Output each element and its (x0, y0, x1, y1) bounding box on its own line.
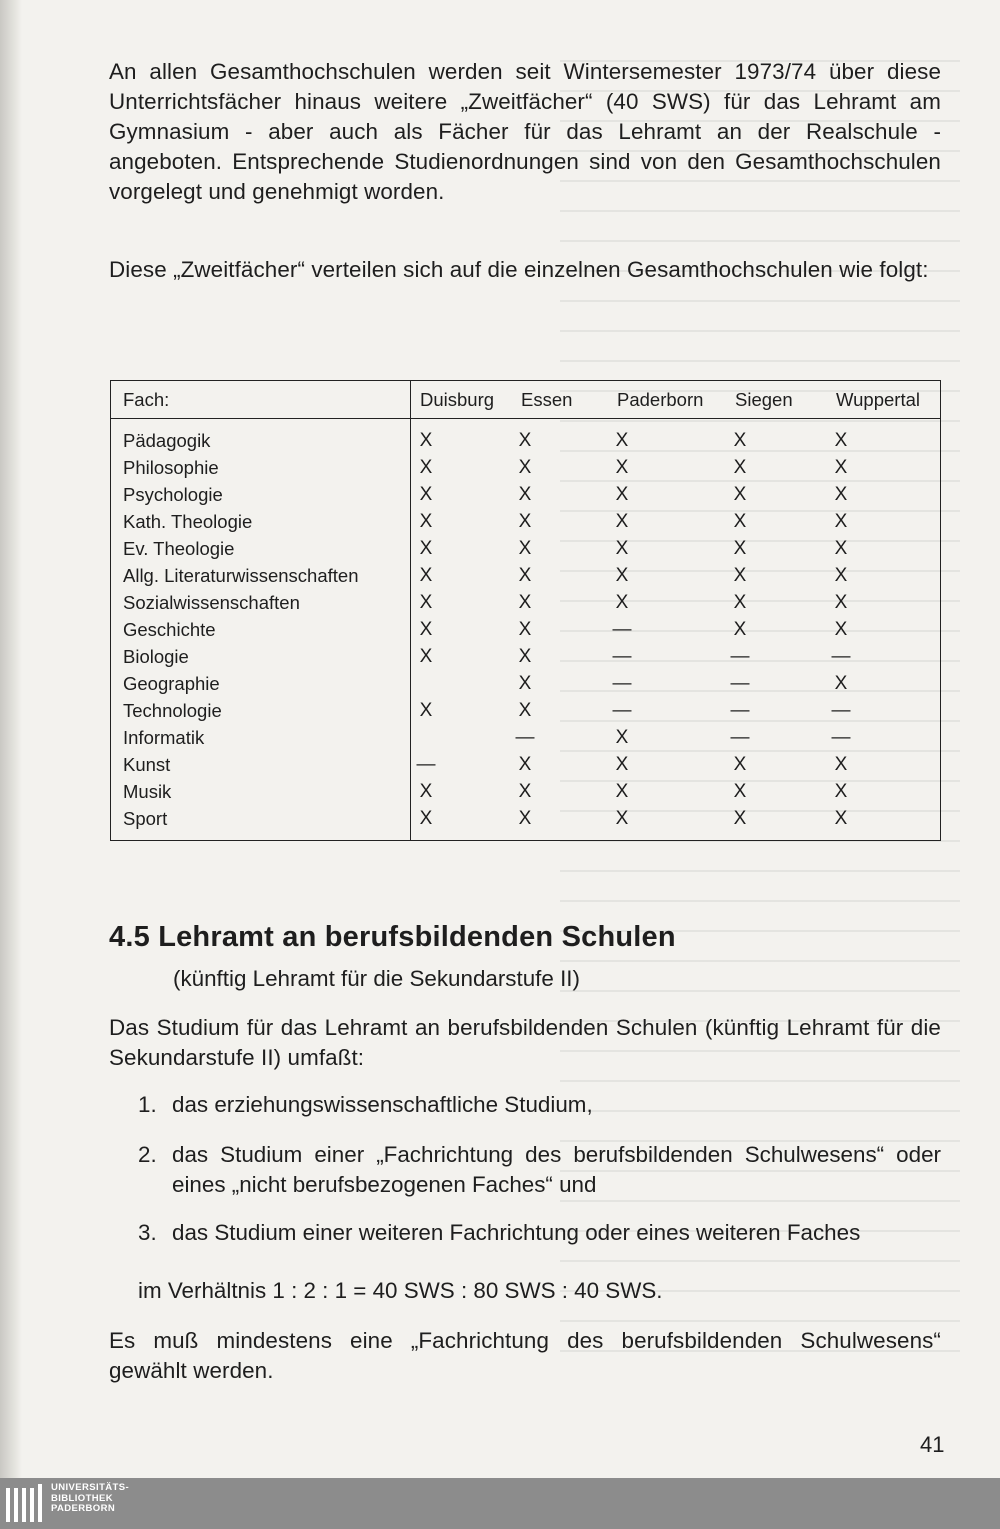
table-mark-wuppertal: X (834, 781, 848, 802)
library-name-line: PADERBORN (51, 1503, 116, 1514)
table-mark-wuppertal: X (834, 565, 848, 586)
table-mark-essen: X (518, 592, 532, 613)
table-mark-paderborn: X (615, 592, 629, 613)
table-header-essen: Essen (521, 389, 573, 410)
table-mark-essen: X (518, 457, 532, 478)
table-mark-wuppertal: — (831, 646, 851, 667)
table-header-subject: Fach: (123, 389, 170, 410)
table-mark-siegen: X (733, 457, 747, 478)
table-mark-wuppertal: X (834, 430, 848, 451)
subjects-table (110, 380, 941, 841)
table-row (111, 616, 940, 643)
table-subject-cell: Philosophie (123, 457, 219, 478)
table-mark-siegen: X (733, 781, 747, 802)
table-row (111, 562, 940, 589)
table-mark-essen: X (518, 619, 532, 640)
table-mark-siegen: — (730, 646, 750, 667)
table-mark-siegen: X (733, 538, 747, 559)
table-mark-siegen: X (733, 484, 747, 505)
table-subject-cell: Informatik (123, 727, 205, 748)
table-mark-siegen: X (733, 619, 747, 640)
table-subject-cell: Technologie (123, 700, 222, 721)
table-mark-essen: X (518, 754, 532, 775)
library-name-line: UNIVERSITÄTS- (51, 1482, 130, 1493)
table-header-paderborn: Paderborn (617, 389, 704, 410)
table-mark-essen: X (518, 673, 532, 694)
list-item-number: 2. (138, 1142, 157, 1167)
table-mark-essen: X (518, 781, 532, 802)
table-subject-cell: Psychologie (123, 484, 223, 505)
table-mark-paderborn: X (615, 565, 629, 586)
table-mark-duisburg: X (419, 619, 433, 640)
table-row (111, 643, 940, 670)
section-number: 4.5 (109, 921, 150, 953)
table-subject-cell: Kunst (123, 754, 171, 775)
table-mark-essen: — (515, 727, 535, 748)
table-mark-paderborn: X (615, 727, 629, 748)
table-mark-siegen: X (733, 808, 747, 829)
table-mark-essen: X (518, 565, 532, 586)
table-mark-siegen: X (733, 754, 747, 775)
table-mark-essen: X (518, 700, 532, 721)
table-mark-essen: X (518, 808, 532, 829)
list-item-text: das Studium einer weiteren Fachrichtung oder eines weiteren Faches (172, 1220, 861, 1245)
table-mark-wuppertal: X (834, 619, 848, 640)
table-mark-siegen: X (733, 430, 747, 451)
table-mark-wuppertal: X (834, 808, 848, 829)
table-subject-cell: Geographie (123, 673, 220, 694)
table-mark-paderborn: X (615, 457, 629, 478)
list-item (138, 1140, 941, 1200)
table-mark-duisburg: X (419, 430, 433, 451)
section-intro-paragraph: Das Studium für das Lehramt an berufsbildenden Schulen (künftig Lehramt für die Sekundarstufe II) umfaßt: (109, 1015, 941, 1070)
list-item-text: das erziehungswissenschaftliche Studium, (172, 1092, 593, 1117)
table-subject-cell: Sozialwissenschaften (123, 592, 300, 613)
table-mark-paderborn: X (615, 511, 629, 532)
table-row (111, 751, 940, 778)
table-header-duisburg: Duisburg (420, 389, 495, 410)
table-mark-paderborn: X (615, 484, 629, 505)
table-mark-essen: X (518, 430, 532, 451)
table-row (111, 427, 940, 454)
table-mark-paderborn: X (615, 781, 629, 802)
table-subject-cell: Kath. Theologie (123, 511, 253, 532)
list-item-number: 1. (138, 1092, 157, 1117)
intro-paragraph: An allen Gesamthochschulen werden seit Wintersemester 1973/74 über diese Unterrichtsfächer hinaus weitere „Zweitfächer“ (40 SWS) für das Lehramt am Gymnasium - aber auch als Fächer für das Lehramt an der Realschule - angeboten. Entsprechende Studienordnungen sind von den Gesamthochschulen vorgelegt und genehmigt worden. (109, 59, 941, 204)
table-mark-duisburg: X (419, 484, 433, 505)
table-row (111, 670, 940, 697)
table-row (111, 481, 940, 508)
library-footer-bar (0, 1478, 1000, 1529)
ratio-line: im Verhältnis 1 : 2 : 1 = 40 SWS : 80 SWS : 40 SWS. (138, 1278, 663, 1303)
table-mark-duisburg: X (419, 700, 433, 721)
distribution-paragraph: Diese „Zweitfächer“ verteilen sich auf die einzelnen Gesamthochschulen wie folgt: (109, 257, 929, 282)
list-item-text: das Studium einer „Fachrichtung des berufsbildenden Schulwesens“ oder eines „nicht berufsbezogenen Faches“ und (172, 1142, 941, 1197)
table-mark-siegen: — (730, 727, 750, 748)
table-mark-paderborn: — (612, 646, 632, 667)
table-subject-cell: Musik (123, 781, 172, 802)
table-mark-siegen: X (733, 592, 747, 613)
table-mark-wuppertal: — (831, 700, 851, 721)
table-mark-duisburg: X (419, 808, 433, 829)
table-mark-essen: X (518, 484, 532, 505)
table-mark-essen: X (518, 646, 532, 667)
table-header-siegen: Siegen (735, 389, 793, 410)
table-mark-paderborn: X (615, 430, 629, 451)
library-name (51, 1483, 129, 1515)
table-row (111, 454, 940, 481)
table-mark-paderborn: X (615, 754, 629, 775)
library-logo-icon (6, 1484, 46, 1522)
table-mark-wuppertal: X (834, 673, 848, 694)
table-mark-siegen: X (733, 511, 747, 532)
page-number: 41 (920, 1432, 945, 1457)
table-mark-wuppertal: X (834, 754, 848, 775)
table-mark-duisburg: X (419, 781, 433, 802)
list-item-number: 3. (138, 1220, 157, 1245)
table-mark-wuppertal: X (834, 457, 848, 478)
table-mark-wuppertal: X (834, 592, 848, 613)
list-item (138, 1218, 941, 1248)
table-mark-wuppertal: — (831, 727, 851, 748)
table-row (111, 589, 940, 616)
table-mark-wuppertal: X (834, 538, 848, 559)
table-mark-siegen: — (730, 700, 750, 721)
table-mark-duisburg: X (419, 592, 433, 613)
table-row (111, 508, 940, 535)
closing-paragraph: Es muß mindestens eine „Fachrichtung des berufsbildenden Schulwesens“ gewählt werden. (109, 1328, 941, 1383)
table-mark-essen: X (518, 538, 532, 559)
table-mark-paderborn: — (612, 619, 632, 640)
table-mark-duisburg: X (419, 538, 433, 559)
section-subtitle: (künftig Lehramt für die Sekundarstufe II) (173, 966, 580, 991)
table-row (111, 697, 940, 724)
table-mark-duisburg: X (419, 511, 433, 532)
table-mark-siegen: — (730, 673, 750, 694)
table-row (111, 535, 940, 562)
table-mark-duisburg: X (419, 457, 433, 478)
table-mark-paderborn: X (615, 538, 629, 559)
section-heading (109, 921, 676, 954)
table-row (111, 778, 940, 805)
table-subject-cell: Pädagogik (123, 430, 211, 451)
table-row (111, 724, 940, 751)
table-mark-essen: X (518, 511, 532, 532)
table-header-wuppertal: Wuppertal (836, 389, 920, 410)
library-name-line: BIBLIOTHEK (51, 1492, 114, 1504)
list-item (138, 1090, 941, 1120)
table-mark-wuppertal: X (834, 484, 848, 505)
table-subject-cell: Allg. Literaturwissenschaften (123, 565, 359, 586)
table-mark-wuppertal: X (834, 511, 848, 532)
section-title: Lehramt an berufsbildenden Schulen (158, 921, 676, 953)
table-mark-paderborn: — (612, 673, 632, 694)
table-mark-duisburg: X (419, 565, 433, 586)
table-subject-cell: Biologie (123, 646, 189, 667)
table-subject-cell: Ev. Theologie (123, 538, 235, 559)
table-row (111, 805, 940, 832)
table-mark-siegen: X (733, 565, 747, 586)
table-mark-paderborn: X (615, 808, 629, 829)
table-mark-paderborn: — (612, 700, 632, 721)
page-gutter-shadow (0, 0, 22, 1478)
table-subject-cell: Geschichte (123, 619, 216, 640)
table-subject-cell: Sport (123, 808, 168, 829)
table-mark-duisburg: X (419, 646, 433, 667)
table-mark-duisburg: — (416, 754, 436, 775)
table-header-divider (111, 418, 940, 419)
